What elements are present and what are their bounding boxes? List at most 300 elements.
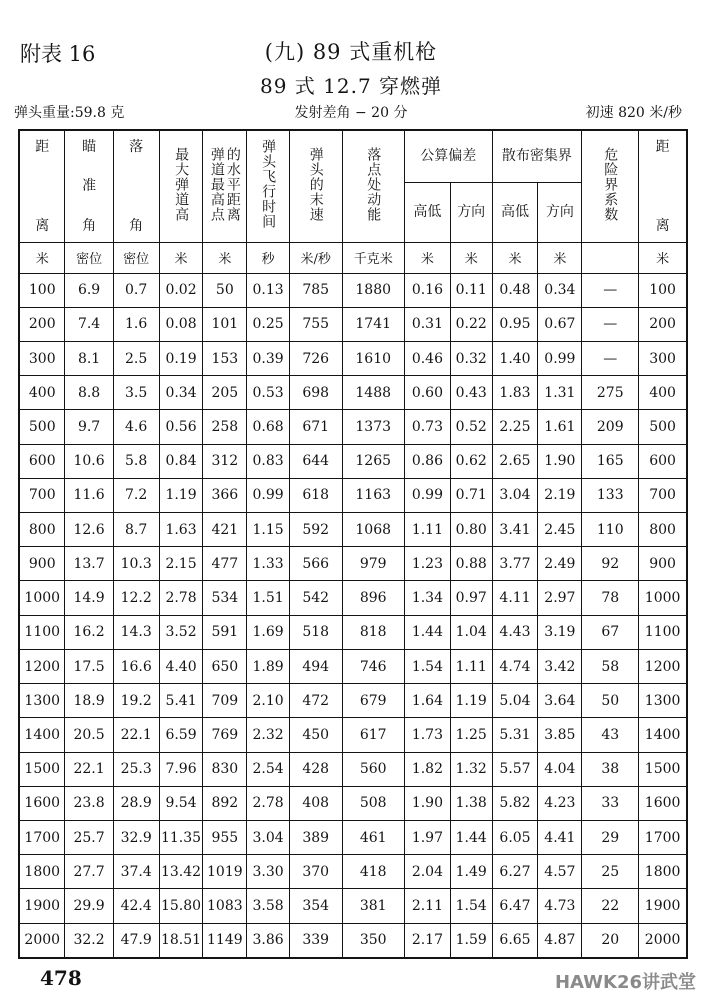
table-row xyxy=(19,444,687,478)
unit-cell: 米/秒 xyxy=(289,242,342,273)
table-cell: 7.4 xyxy=(65,307,113,341)
table-cell: 2000 xyxy=(19,923,65,958)
table-cell: 11.6 xyxy=(65,478,113,512)
col-aim-3: 角 xyxy=(82,217,97,234)
table-cell: 165 xyxy=(582,444,639,478)
table-cell: 300 xyxy=(19,341,65,375)
table-cell: 50 xyxy=(203,273,247,307)
table-cell: 1600 xyxy=(19,786,65,820)
table-cell: 2.19 xyxy=(538,478,582,512)
sub-height-1: 高低 xyxy=(404,182,450,242)
table-cell: 0.13 xyxy=(247,273,290,307)
table-cell: 20 xyxy=(582,923,639,958)
table-cell: 896 xyxy=(342,581,404,615)
table-cell: 6.05 xyxy=(492,821,538,855)
table-cell: 0.84 xyxy=(159,444,203,478)
table-cell: 1373 xyxy=(342,410,404,444)
table-cell: 0.43 xyxy=(450,376,492,410)
table-cell: 671 xyxy=(289,410,342,444)
table-cell: 33 xyxy=(582,786,639,820)
table-cell: 4.6 xyxy=(113,410,159,444)
table-cell: 1100 xyxy=(639,615,687,649)
table-cell: 14.3 xyxy=(113,615,159,649)
table-cell: 472 xyxy=(289,684,342,718)
table-cell: 2000 xyxy=(639,923,687,958)
table-cell: 4.23 xyxy=(538,786,582,820)
table-cell: 2.17 xyxy=(404,923,450,958)
table-cell: 979 xyxy=(342,547,404,581)
table-cell: 4.04 xyxy=(538,752,582,786)
table-cell: 6.65 xyxy=(492,923,538,958)
table-cell: 2.32 xyxy=(247,718,290,752)
table-cell: 0.86 xyxy=(404,444,450,478)
appendix-label: 附表 16 xyxy=(20,42,96,66)
table-cell: 1800 xyxy=(19,855,65,889)
table-cell: 0.02 xyxy=(159,273,203,307)
table-cell: 1.63 xyxy=(159,513,203,547)
table-cell: 312 xyxy=(203,444,247,478)
table-cell: 37.4 xyxy=(113,855,159,889)
table-cell: 1.33 xyxy=(247,547,290,581)
table-cell: 0.52 xyxy=(450,410,492,444)
table-cell: 0.08 xyxy=(159,307,203,341)
table-cell: 0.97 xyxy=(450,581,492,615)
table-cell: 1000 xyxy=(19,581,65,615)
table-cell: 15.80 xyxy=(159,889,203,923)
table-cell: 29.9 xyxy=(65,889,113,923)
table-cell: 5.31 xyxy=(492,718,538,752)
table-cell: 2.78 xyxy=(159,581,203,615)
table-cell: 0.60 xyxy=(404,376,450,410)
table-cell: 1.83 xyxy=(492,376,538,410)
table-cell: 726 xyxy=(289,341,342,375)
table-cell: 1.34 xyxy=(404,581,450,615)
table-cell: 1.11 xyxy=(450,649,492,683)
table-cell: 560 xyxy=(342,752,404,786)
table-cell: 2.04 xyxy=(404,855,450,889)
table-cell: 428 xyxy=(289,752,342,786)
table-cell: 2.15 xyxy=(159,547,203,581)
unit-cell: 米 xyxy=(19,242,65,273)
table-cell: 800 xyxy=(19,513,65,547)
table-cell: 1500 xyxy=(639,752,687,786)
table-cell: 1300 xyxy=(19,684,65,718)
table-cell: 8.8 xyxy=(65,376,113,410)
table-cell: 0.71 xyxy=(450,478,492,512)
table-body xyxy=(19,273,687,958)
table-cell: 25.3 xyxy=(113,752,159,786)
table-row xyxy=(19,615,687,649)
table-cell: 110 xyxy=(582,513,639,547)
table-cell: 0.62 xyxy=(450,444,492,478)
table-cell: 1700 xyxy=(639,821,687,855)
table-cell: 1.44 xyxy=(404,615,450,649)
table-cell: 7.2 xyxy=(113,478,159,512)
col-flight-time: 弹头飞行时间 xyxy=(247,130,290,242)
table-cell: 5.41 xyxy=(159,684,203,718)
table-cell: 5.8 xyxy=(113,444,159,478)
table-cell: 133 xyxy=(582,478,639,512)
table-cell: 2.45 xyxy=(538,513,582,547)
col-fall-angle xyxy=(113,130,159,242)
table-cell: — xyxy=(582,307,639,341)
table-cell: 2.54 xyxy=(247,752,290,786)
table-cell: 9.7 xyxy=(65,410,113,444)
table-cell: 339 xyxy=(289,923,342,958)
table-cell: 1.61 xyxy=(538,410,582,444)
table-cell: 8.1 xyxy=(65,341,113,375)
table-cell: 3.86 xyxy=(247,923,290,958)
unit-cell: 米 xyxy=(639,242,687,273)
table-cell: 892 xyxy=(203,786,247,820)
table-cell: 20.5 xyxy=(65,718,113,752)
unit-cell: 密位 xyxy=(113,242,159,273)
table-cell: 0.53 xyxy=(247,376,290,410)
table-row xyxy=(19,923,687,958)
table-cell: 1488 xyxy=(342,376,404,410)
table-cell: 16.6 xyxy=(113,649,159,683)
table-cell: — xyxy=(582,273,639,307)
table-cell: 17.5 xyxy=(65,649,113,683)
table-cell: 591 xyxy=(203,615,247,649)
table-cell: 0.11 xyxy=(450,273,492,307)
table-cell: 679 xyxy=(342,684,404,718)
unit-cell: 米 xyxy=(538,242,582,273)
table-row xyxy=(19,341,687,375)
table-cell: 400 xyxy=(19,376,65,410)
sub-direction-1: 方向 xyxy=(450,182,492,242)
table-cell: 830 xyxy=(203,752,247,786)
table-cell: 2.97 xyxy=(538,581,582,615)
table-cell: 0.34 xyxy=(538,273,582,307)
col-horizontal-distance: 弹道最高点的水平距离 xyxy=(203,130,247,242)
table-cell: 785 xyxy=(289,273,342,307)
table-cell: 508 xyxy=(342,786,404,820)
table-row xyxy=(19,821,687,855)
table-cell: 818 xyxy=(342,615,404,649)
table-cell: 1.25 xyxy=(450,718,492,752)
unit-cell: 米 xyxy=(203,242,247,273)
table-cell: 4.87 xyxy=(538,923,582,958)
sub-direction-2: 方向 xyxy=(538,182,582,242)
table-cell: 354 xyxy=(289,889,342,923)
col-max-height: 最大弹道高 xyxy=(159,130,203,242)
col-distance xyxy=(19,130,65,242)
table-cell: 1149 xyxy=(203,923,247,958)
table-cell: 2.65 xyxy=(492,444,538,478)
table-row xyxy=(19,889,687,923)
table-cell: 1.31 xyxy=(538,376,582,410)
table-cell: 421 xyxy=(203,513,247,547)
table-cell: 955 xyxy=(203,821,247,855)
table-row xyxy=(19,684,687,718)
table-row xyxy=(19,376,687,410)
table-row xyxy=(19,718,687,752)
table-cell: 0.34 xyxy=(159,376,203,410)
table-cell: 4.41 xyxy=(538,821,582,855)
col-dispersion: 散布密集界 xyxy=(492,130,582,182)
watermark: HAWK26讲武堂 xyxy=(554,972,696,993)
table-cell: 1300 xyxy=(639,684,687,718)
col-danger-coefficient: 危险界系数 xyxy=(582,130,639,242)
table-cell: 209 xyxy=(582,410,639,444)
col-aim-2: 准 xyxy=(82,178,97,195)
table-cell: 78 xyxy=(582,581,639,615)
table-cell: 1.04 xyxy=(450,615,492,649)
table-cell: 1.6 xyxy=(113,307,159,341)
table-cell: 27.7 xyxy=(65,855,113,889)
table-cell: 300 xyxy=(639,341,687,375)
table-cell: 746 xyxy=(342,649,404,683)
table-cell: 1019 xyxy=(203,855,247,889)
table-row xyxy=(19,273,687,307)
table-row xyxy=(19,547,687,581)
table-cell: 258 xyxy=(203,410,247,444)
table-cell: 1500 xyxy=(19,752,65,786)
page-number: 478 xyxy=(40,966,82,990)
table-cell: 50 xyxy=(582,684,639,718)
table-cell: 477 xyxy=(203,547,247,581)
table-cell: 0.16 xyxy=(404,273,450,307)
unit-cell: 米 xyxy=(404,242,450,273)
table-cell: 0.31 xyxy=(404,307,450,341)
table-cell: 600 xyxy=(19,444,65,478)
firing-angle: 发射差角 − 20 分 xyxy=(294,105,408,121)
table-cell: 32.2 xyxy=(65,923,113,958)
table-cell: 42.4 xyxy=(113,889,159,923)
table-cell: 153 xyxy=(203,341,247,375)
unit-cell: 秒 xyxy=(247,242,290,273)
table-cell: 755 xyxy=(289,307,342,341)
table-cell: 0.73 xyxy=(404,410,450,444)
table-cell: 0.95 xyxy=(492,307,538,341)
table-cell: 1.69 xyxy=(247,615,290,649)
table-row xyxy=(19,307,687,341)
table-cell: 644 xyxy=(289,444,342,478)
table-cell: 494 xyxy=(289,649,342,683)
col-aim-1: 瞄 xyxy=(82,138,97,155)
table-cell: — xyxy=(582,341,639,375)
table-cell: 1163 xyxy=(342,478,404,512)
table-cell: 205 xyxy=(203,376,247,410)
table-cell: 2.5 xyxy=(113,341,159,375)
bullet-weight: 弹头重量:59.8 克 xyxy=(14,105,125,121)
table-cell: 4.74 xyxy=(492,649,538,683)
table-row xyxy=(19,752,687,786)
table-cell: 1068 xyxy=(342,513,404,547)
table-cell: 1600 xyxy=(639,786,687,820)
table-cell: 3.42 xyxy=(538,649,582,683)
table-cell: 2.25 xyxy=(492,410,538,444)
table-cell: 0.19 xyxy=(159,341,203,375)
table-row xyxy=(19,513,687,547)
table-cell: 1.38 xyxy=(450,786,492,820)
table-cell: 381 xyxy=(342,889,404,923)
table-cell: 43 xyxy=(582,718,639,752)
table-cell: 0.22 xyxy=(450,307,492,341)
table-cell: 16.2 xyxy=(65,615,113,649)
table-cell: 450 xyxy=(289,718,342,752)
table-cell: 5.82 xyxy=(492,786,538,820)
col-aim-angle xyxy=(65,130,113,242)
table-cell: 592 xyxy=(289,513,342,547)
table-cell: 800 xyxy=(639,513,687,547)
col-calc-deviation: 公算偏差 xyxy=(404,130,492,182)
table-cell: 4.57 xyxy=(538,855,582,889)
table-cell: 0.25 xyxy=(247,307,290,341)
table-row xyxy=(19,855,687,889)
table-cell: 0.7 xyxy=(113,273,159,307)
table-cell: 25.7 xyxy=(65,821,113,855)
table-cell: 418 xyxy=(342,855,404,889)
table-cell: 1.82 xyxy=(404,752,450,786)
table-cell: 5.04 xyxy=(492,684,538,718)
col-distance2-top: 距 xyxy=(655,138,670,155)
table-cell: 3.58 xyxy=(247,889,290,923)
table-cell: 518 xyxy=(289,615,342,649)
table-cell: 566 xyxy=(289,547,342,581)
page-title: (九) 89 式重机枪 xyxy=(264,40,438,64)
table-cell: 0.99 xyxy=(247,478,290,512)
table-cell: 1900 xyxy=(639,889,687,923)
table-cell: 101 xyxy=(203,307,247,341)
table-cell: 0.39 xyxy=(247,341,290,375)
table-cell: 1.49 xyxy=(450,855,492,889)
table-cell: 12.2 xyxy=(113,581,159,615)
table-cell: 32.9 xyxy=(113,821,159,855)
table-cell: 0.32 xyxy=(450,341,492,375)
page-subtitle: 89 式 12.7 穿燃弹 xyxy=(259,74,443,98)
table-cell: 1.89 xyxy=(247,649,290,683)
table-cell: 1800 xyxy=(639,855,687,889)
table-cell: 3.04 xyxy=(492,478,538,512)
table-cell: 1.73 xyxy=(404,718,450,752)
col-impact-energy: 落点处动能 xyxy=(342,130,404,242)
table-cell: 700 xyxy=(19,478,65,512)
table-cell: 3.52 xyxy=(159,615,203,649)
muzzle-velocity: 初速 820 米/秒 xyxy=(585,105,682,121)
units-row xyxy=(19,242,687,273)
table-cell: 3.85 xyxy=(538,718,582,752)
table-cell: 19.2 xyxy=(113,684,159,718)
table-cell: 200 xyxy=(19,307,65,341)
unit-cell xyxy=(582,242,639,273)
table-cell: 13.7 xyxy=(65,547,113,581)
table-header xyxy=(19,130,687,273)
table-cell: 10.3 xyxy=(113,547,159,581)
table-cell: 22.1 xyxy=(65,752,113,786)
table-cell: 5.57 xyxy=(492,752,538,786)
table-cell: 534 xyxy=(203,581,247,615)
table-cell: 3.04 xyxy=(247,821,290,855)
table-cell: 58 xyxy=(582,649,639,683)
table-cell: 18.51 xyxy=(159,923,203,958)
table-cell: 1.23 xyxy=(404,547,450,581)
table-cell: 23.8 xyxy=(65,786,113,820)
table-row xyxy=(19,786,687,820)
table-cell: 4.40 xyxy=(159,649,203,683)
table-cell: 0.83 xyxy=(247,444,290,478)
table-cell: 0.88 xyxy=(450,547,492,581)
table-cell: 3.77 xyxy=(492,547,538,581)
ballistics-table xyxy=(18,129,688,959)
table-cell: 100 xyxy=(639,273,687,307)
table-cell: 1265 xyxy=(342,444,404,478)
table-cell: 7.96 xyxy=(159,752,203,786)
col-fall-top: 落 xyxy=(129,138,144,155)
table-cell: 1880 xyxy=(342,273,404,307)
table-cell: 1.44 xyxy=(450,821,492,855)
table-cell: 389 xyxy=(289,821,342,855)
table-cell: 275 xyxy=(582,376,639,410)
table-cell: 1.59 xyxy=(450,923,492,958)
table-cell: 618 xyxy=(289,478,342,512)
table-cell: 3.64 xyxy=(538,684,582,718)
table-cell: 1.64 xyxy=(404,684,450,718)
table-cell: 67 xyxy=(582,615,639,649)
unit-cell: 米 xyxy=(450,242,492,273)
table-cell: 22 xyxy=(582,889,639,923)
table-cell: 350 xyxy=(342,923,404,958)
table-cell: 6.47 xyxy=(492,889,538,923)
table-cell: 1.51 xyxy=(247,581,290,615)
table-cell: 769 xyxy=(203,718,247,752)
table-cell: 2.78 xyxy=(247,786,290,820)
table-cell: 1741 xyxy=(342,307,404,341)
table-cell: 1700 xyxy=(19,821,65,855)
unit-cell: 米 xyxy=(492,242,538,273)
table-cell: 1400 xyxy=(639,718,687,752)
table-cell: 1.11 xyxy=(404,513,450,547)
table-cell: 1.19 xyxy=(159,478,203,512)
table-row xyxy=(19,410,687,444)
table-cell: 900 xyxy=(19,547,65,581)
unit-cell: 千克米 xyxy=(342,242,404,273)
table-cell: 366 xyxy=(203,478,247,512)
table-cell: 28.9 xyxy=(113,786,159,820)
table-cell: 1610 xyxy=(342,341,404,375)
table-cell: 22.1 xyxy=(113,718,159,752)
table-cell: 2.10 xyxy=(247,684,290,718)
table-cell: 1.40 xyxy=(492,341,538,375)
table-cell: 6.59 xyxy=(159,718,203,752)
table-cell: 8.7 xyxy=(113,513,159,547)
table-cell: 11.35 xyxy=(159,821,203,855)
table-cell: 12.6 xyxy=(65,513,113,547)
table-row xyxy=(19,649,687,683)
table-cell: 3.41 xyxy=(492,513,538,547)
table-cell: 3.30 xyxy=(247,855,290,889)
table-cell: 400 xyxy=(639,376,687,410)
table-cell: 370 xyxy=(289,855,342,889)
table-cell: 3.5 xyxy=(113,376,159,410)
table-cell: 4.11 xyxy=(492,581,538,615)
table-cell: 0.46 xyxy=(404,341,450,375)
table-cell: 1.90 xyxy=(538,444,582,478)
table-cell: 18.9 xyxy=(65,684,113,718)
table-cell: 542 xyxy=(289,581,342,615)
table-cell: 617 xyxy=(342,718,404,752)
table-cell: 4.43 xyxy=(492,615,538,649)
table-cell: 92 xyxy=(582,547,639,581)
table-cell: 1.54 xyxy=(404,649,450,683)
table-cell: 6.9 xyxy=(65,273,113,307)
table-cell: 709 xyxy=(203,684,247,718)
table-cell: 1.32 xyxy=(450,752,492,786)
table-cell: 200 xyxy=(639,307,687,341)
col-terminal-velocity: 弹头的末速 xyxy=(289,130,342,242)
table-cell: 1400 xyxy=(19,718,65,752)
